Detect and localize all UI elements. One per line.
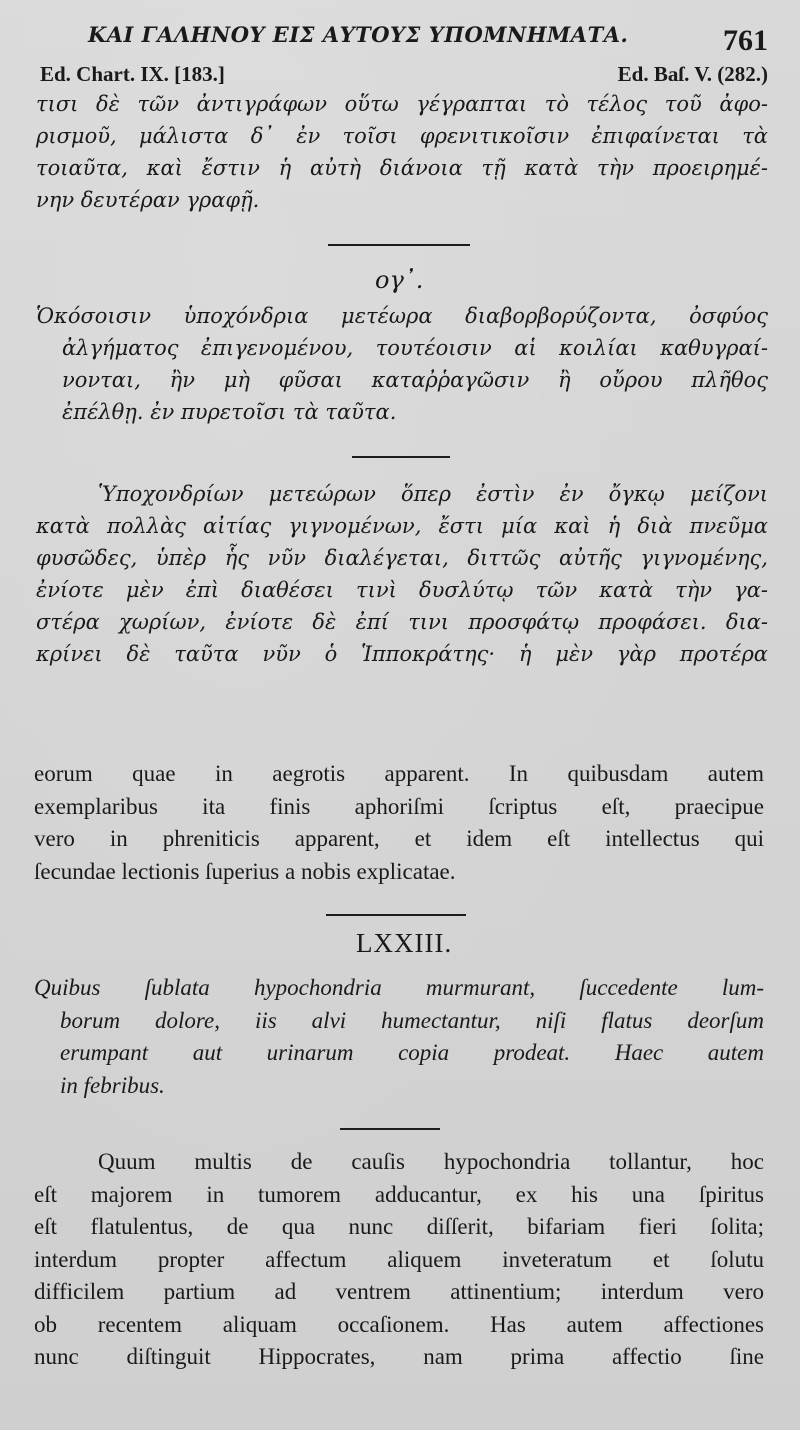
running-title: ΚΑΙ ΓΑΛΗΝΟΥ ΕΙΣ ΑΥΤΟΥΣ ΥΠΟΜΝΗΜΑΤΑ.: [88, 22, 629, 47]
text-line: interdum propter affectum aliquem inveteratum et ſolutu: [34, 1246, 764, 1272]
text-line: ἀλγήματος ἐπιγενομένου, τουτέοισιν αἱ κοιλίαι καθυγραί-: [62, 336, 768, 360]
text-line: κρίνει δὲ ταῦτα νῦν ὁ Ἱπποκράτης· ἡ μὲν γὰρ προτέρα: [36, 642, 768, 666]
greek-aphorism: [36, 300, 768, 428]
section-divider: [328, 244, 470, 246]
text-line: ἐπέλθῃ. ἐν πυρετοῖσι τὰ ταῦτα.: [62, 400, 397, 424]
text-line: στέρα χωρίων, ἐνίοτε δὲ ἐπί τινι προσφάτῳ προφάσει. δια-: [36, 610, 768, 634]
page-number: 761: [723, 24, 768, 57]
edition-basel: Ed. Baſ. V. (282.): [617, 62, 768, 86]
latin-commentary: [34, 1146, 764, 1374]
text-line: νην δευτέραν γραφῇ.: [36, 188, 260, 212]
latin-commentary-end: [34, 758, 764, 888]
section-divider: [326, 914, 466, 916]
text-line: τοιαῦτα, καὶ ἔστιν ἡ αὐτὴ διάνοια τῇ κατὰ τὴν προειρημέ-: [36, 156, 768, 180]
edition-chartier: Ed. Chart. IX. [183.]: [40, 62, 225, 86]
greek-commentary-end: [36, 88, 768, 216]
text-line: ob recentem aliquam occaſionem. Has autem affectiones: [34, 1311, 764, 1337]
text-line: in febribus.: [60, 1072, 165, 1098]
latin-aphorism: [34, 972, 764, 1102]
text-line: erumpant aut urinarum copia prodeat. Haec autem: [60, 1040, 764, 1065]
text-line: ρισμοῦ, μάλιστα δ᾽ ἐν τοῖσι φρενιτικοῖσιν ἐπιφαίνεται τὰ: [36, 124, 768, 148]
section-divider: [352, 456, 450, 458]
text-line: eorum quae in aegrotis apparent. In quibusdam autem: [34, 761, 764, 786]
text-line: Quibus ſublata hypochondria murmurant, ſuccedente lum-: [34, 975, 764, 1000]
text-line: exemplaribus ita finis aphoriſmi ſcriptus eſt, praecipue: [34, 793, 764, 819]
text-line: Ὑποχονδρίων μετεώρων ὅπερ ἐστὶν ἐν ὄγκῳ μείζονι: [98, 482, 768, 506]
text-line: κατὰ πολλὰς αἰτίας γιγνομένων, ἔστι μία καὶ ἡ διὰ πνεῦμα: [36, 514, 768, 538]
text-line: τισι δὲ τῶν ἀντιγράφων οὕτω γέγραπται τὸ τέλος τοῦ ἀφο-: [36, 92, 768, 116]
text-line: ἐνίοτε μὲν ἐπὶ διαθέσει τινὶ δυσλύτῳ τῶν κατὰ τὴν γα-: [36, 578, 768, 602]
text-line: eſt majorem in tumorem adducantur, ex his una ſpiritus: [34, 1181, 764, 1207]
text-line: difficilem partium ad ventrem attinentium; interdum vero: [34, 1279, 764, 1304]
edition-line: [40, 62, 768, 88]
text-line: eſt flatulentus, de qua nunc diſſerit, bifariam fieri ſolita;: [34, 1214, 764, 1239]
latin-section-number: LXXIII.: [356, 928, 453, 958]
text-line: Quum multis de cauſis hypochondria tollantur, hoc: [98, 1149, 764, 1174]
text-line: nunc diſtinguit Hippocrates, nam prima affectio ſine: [34, 1344, 764, 1369]
greek-commentary: [36, 478, 768, 670]
text-line: borum dolore, iis alvi humectantur, niſi flatus deorſum: [60, 1007, 764, 1033]
text-line: νονται, ἢν μὴ φῦσαι καταῤῥαγῶσιν ἢ οὔρου πλῆθος: [62, 368, 768, 392]
text-line: vero in phreniticis apparent, et idem eſt intellectus qui: [34, 826, 764, 851]
text-line: Ὁκόσοισιν ὑποχόνδρια μετέωρα διαβορβορύζοντα, ὀσφύος: [36, 304, 768, 328]
section-divider: [340, 1128, 440, 1130]
greek-section-number: ογ᾽.: [375, 266, 424, 294]
text-line: φυσῶδες, ὑπὲρ ἧς νῦν διαλέγεται, διττῶς αὐτῆς γιγνομένης,: [36, 546, 768, 570]
text-line: ſecundae lectionis ſuperius a nobis explicatae.: [34, 858, 456, 884]
running-head: [0, 18, 800, 58]
